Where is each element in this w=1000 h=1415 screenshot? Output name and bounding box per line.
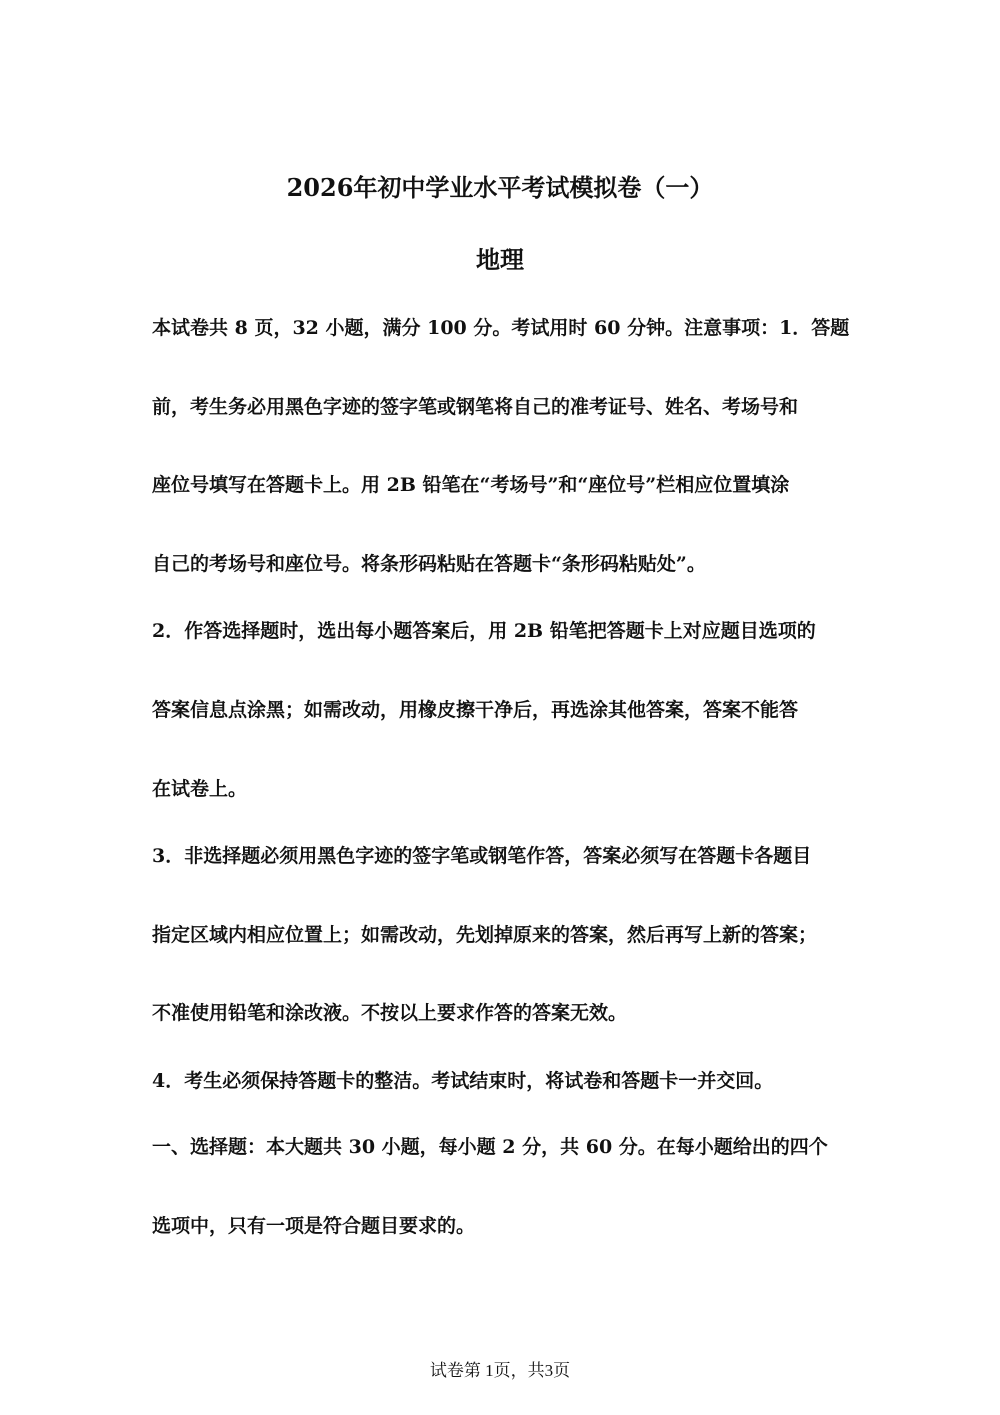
exam-title: 2026年初中学业水平考试模拟卷（一）: [286, 173, 714, 202]
instruction-line: 答案信息点涂黑；如需改动，用橡皮擦干净后，再选涂其他答案，答案不能答: [152, 699, 799, 721]
subject-title: 地理: [476, 245, 524, 274]
instruction-line: 自己的考场号和座位号。将条形码粘贴在答题卡“条形码粘贴处”。: [152, 553, 706, 575]
instruction-line: 前，考生务必用黑色字迹的签字笔或钢笔将自己的准考证号、姓名、考场号和: [152, 396, 799, 418]
instruction-line: 本试卷共 8 页，32 小题，满分 100 分。考试用时 60 分钟。注意事项：1．答题: [152, 317, 850, 339]
instruction-line: 指定区域内相应位置上；如需改动，先划掉原来的答案，然后再写上新的答案；: [152, 924, 818, 946]
instruction-line: 3．非选择题必须用黑色字迹的签字笔或钢笔作答，答案必须写在答题卡各题目: [152, 845, 812, 867]
instruction-line: 4．考生必须保持答题卡的整洁。考试结束时，将试卷和答题卡一并交回。: [152, 1070, 774, 1092]
instruction-line: 2．作答选择题时，选出每小题答案后，用 2B 铅笔把答题卡上对应题目选项的: [152, 620, 816, 642]
section-heading-line: 一、选择题：本大题共 30 小题，每小题 2 分，共 60 分。在每小题给出的四个: [152, 1136, 828, 1158]
instruction-line: 座位号填写在答题卡上。用 2B 铅笔在“考场号”和“座位号”栏相应位置填涂: [152, 474, 790, 496]
section-heading-line: 选项中，只有一项是符合题目要求的。: [152, 1215, 476, 1237]
instruction-line: 在试卷上。: [152, 778, 248, 800]
instruction-line: 不准使用铅笔和涂改液。不按以上要求作答的答案无效。: [152, 1002, 628, 1024]
page-number-footer: 试卷第 1页，共3页: [429, 1361, 571, 1380]
